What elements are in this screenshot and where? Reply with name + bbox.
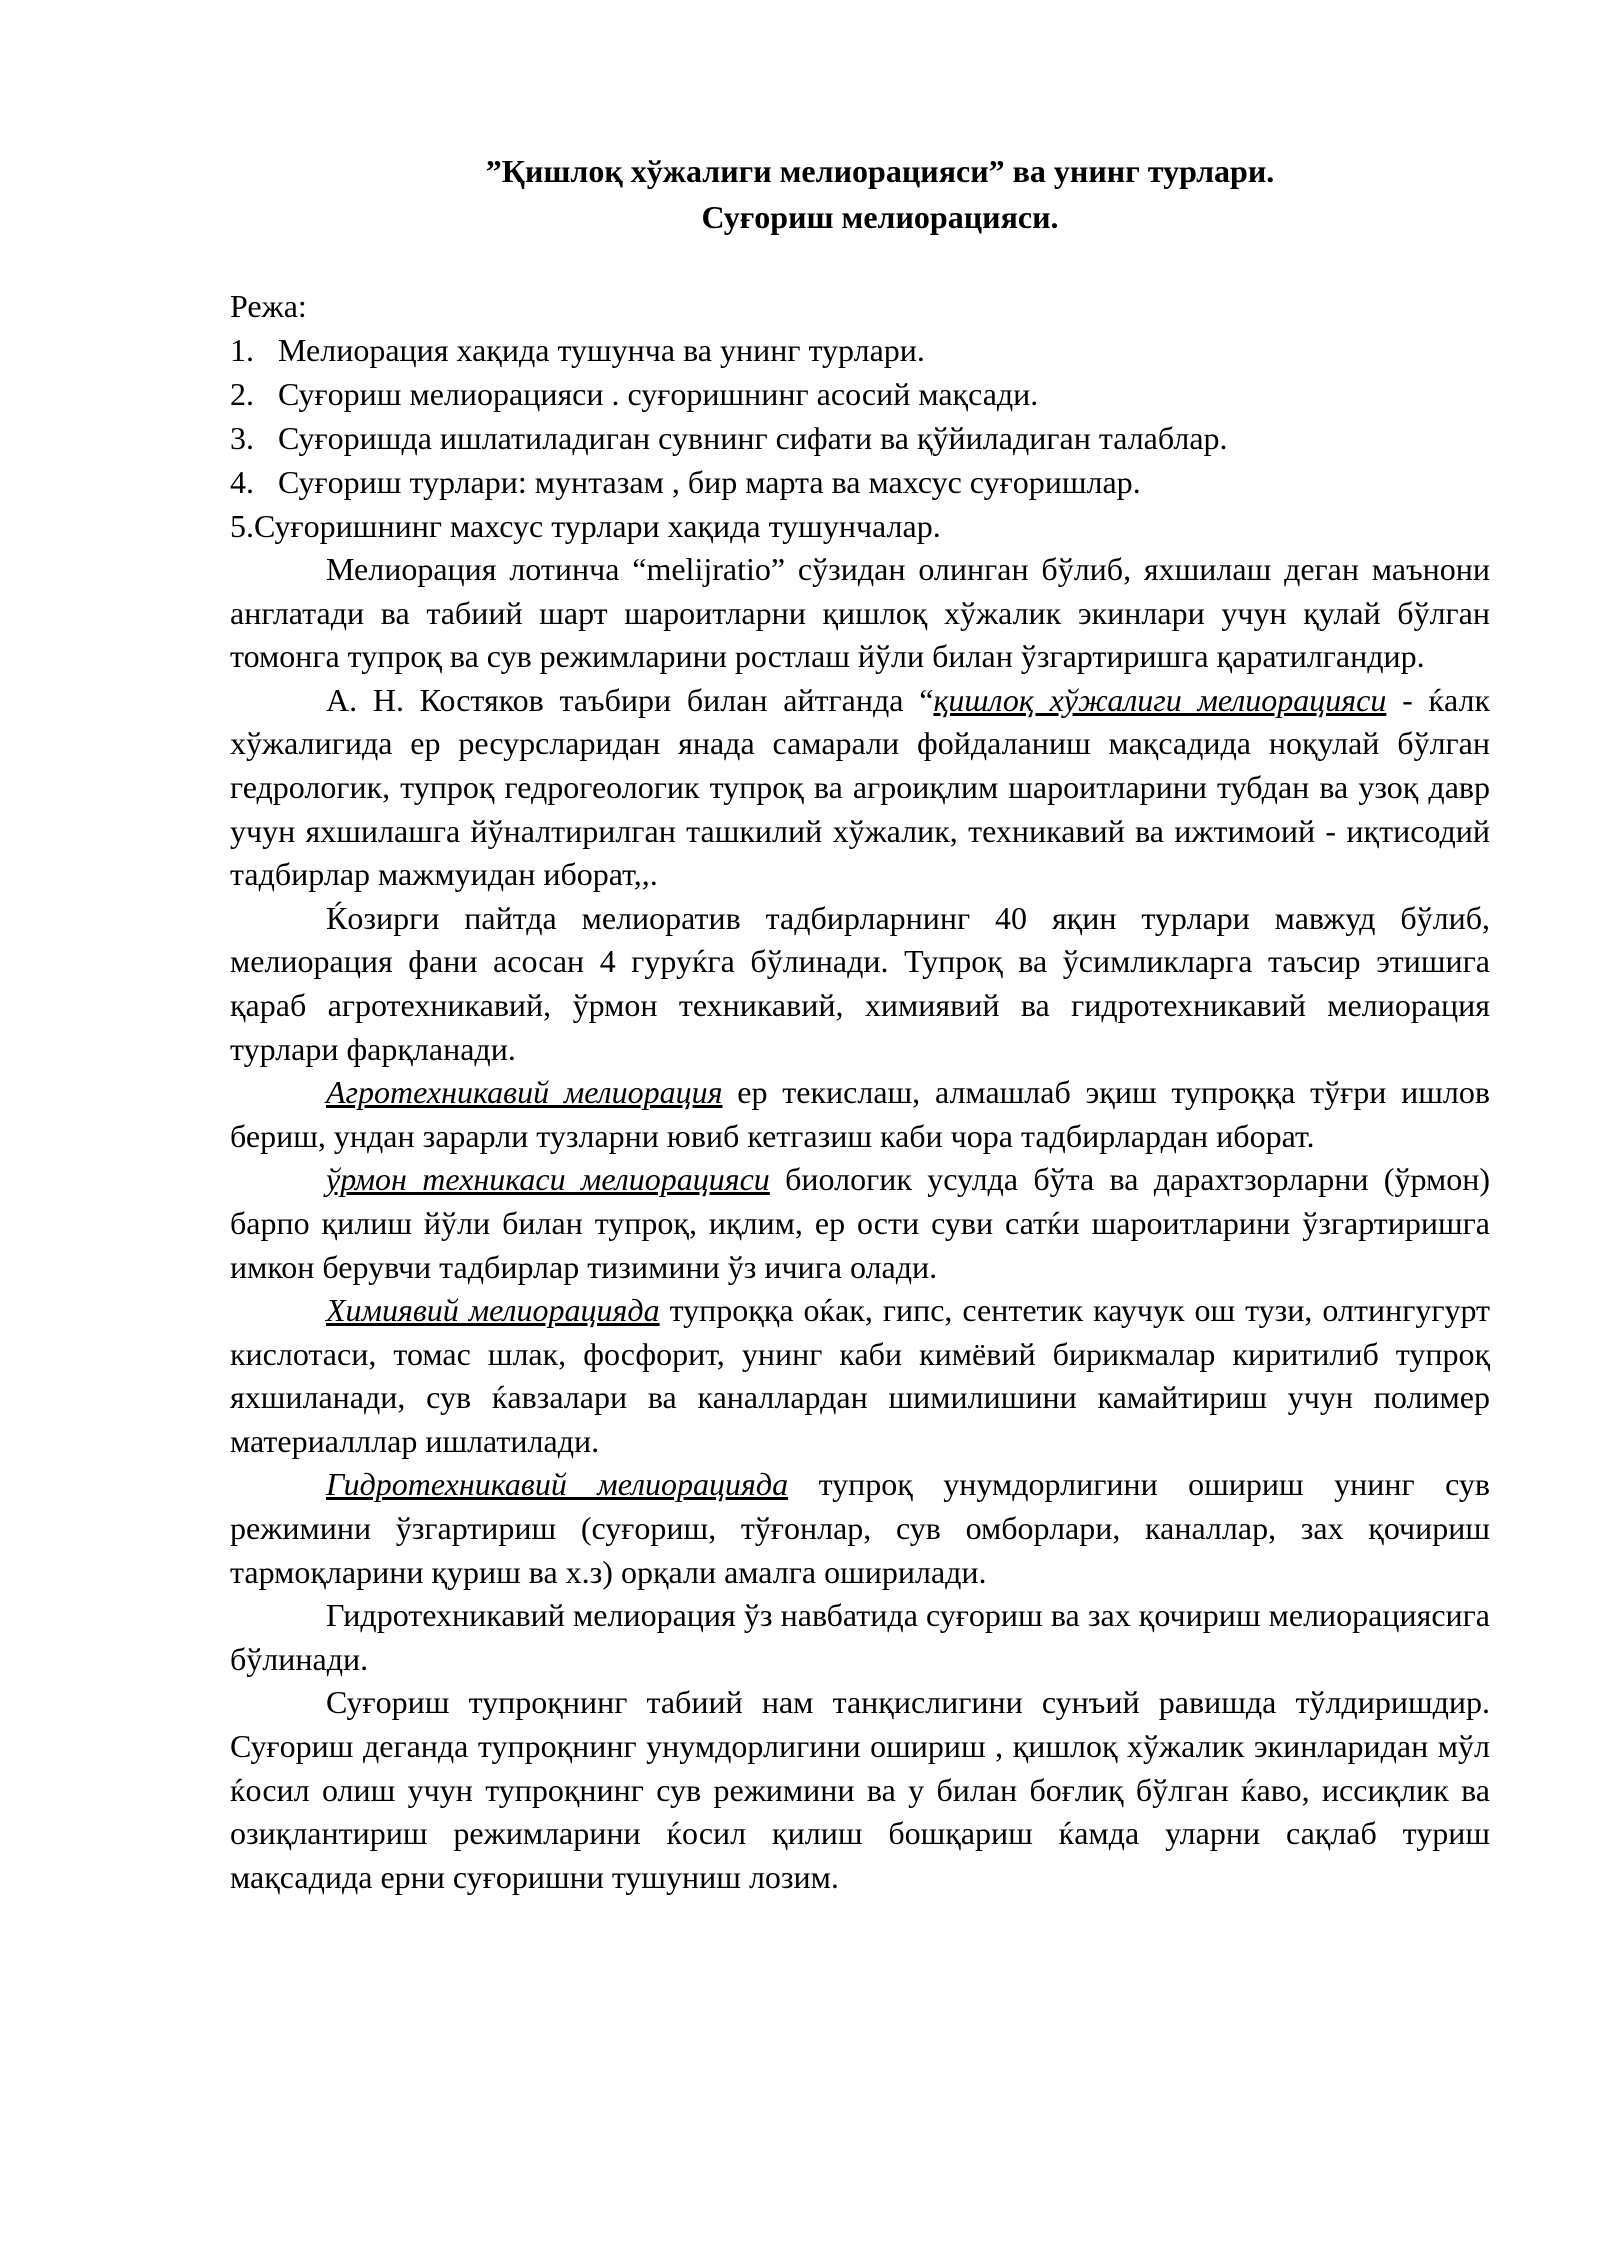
plan-item-text: Суғоришда ишлатиладиган сувнинг сифати ва қўйиладиган талаблар. <box>278 420 1228 456</box>
paragraph-agrotechnical <box>230 1071 1490 1158</box>
paragraph-text: ер текислаш, алмашлаб эқиш тупроққа тўғри ишлов бериш, ундан зарарли тузларни ювиб кетгазиш каби чора тадбирлардан иборат. <box>230 1074 1491 1154</box>
term-forest: ўрмон техникаси мелиорацияси <box>326 1161 770 1198</box>
paragraph-text: А. Н. Костяков таъбири билан айтганда “ <box>326 681 934 718</box>
plan-item <box>230 328 1490 372</box>
paragraph-hydrotechnical <box>230 1463 1490 1594</box>
plan-item-text: Суғориш мелиорацияси . суғоришнинг асосий мақсади. <box>278 376 1039 412</box>
paragraph-forest <box>230 1158 1490 1289</box>
paragraph-text: тупроқ унумдорлигини ошириш унинг сув режимини ўзгартириш (суғориш, тўғонлар, сув омборлари, каналлар, зах қочириш тармоқларини қуриш ва х.з) орқали амалга оширилади. <box>230 1466 1491 1590</box>
term-agricultural-melioration: қишлоқ хўжалиги мелиорацияси <box>933 681 1387 718</box>
paragraph-chemical <box>230 1289 1490 1463</box>
document-body <box>230 148 1490 1899</box>
paragraph-text: - ќалк хўжалигида ер ресурсларидан янада самарали фойдаланиш мақсадида ноқулай бўлган гедрологик, тупроқ гедрогеологик тупроқ ва агроиқлим шароитларини тубдан ва узоқ давр учун яхшилашга йўналтирилган ташкилий хўжалик, техникавий ва ижтимоий - иқтисодий тадбирлар мажмуидан иборат,,. <box>230 681 1491 893</box>
term-hydrotechnical: Гидротехникавий мелиорацияда <box>326 1466 789 1503</box>
plan-item-number: 3. <box>230 420 254 456</box>
plan-item-text: Суғориш турлари: мунтазам , бир марта ва махсус суғоришлар. <box>278 464 1141 500</box>
paragraph-irrigation: Суғориш тупроқнинг табиий нам танқислигини сунъий равишда тўлдиришдир. Суғориш деганда тупроқнинг унумдорлигини ошириш , қишлоқ хўжалик экинларидан мўл ќосил олиш учун тупроқнинг сув режимини ва у билан боғлиқ бўлган ќаво, иссиқлик ва озиқлантириш режимларини ќосил қилиш бошқариш ќамда уларни сақлаб туриш мақсадида ерни суғоришни тушуниш лозим. <box>230 1684 1490 1895</box>
term-chemical: Химиявий мелиорацияда <box>326 1292 660 1329</box>
plan-item <box>230 504 1490 548</box>
plan-item-number: 5. <box>230 508 254 544</box>
paragraph-text: биологик усулда бўта ва дарахтзорларни (ўрмон) барпо қилиш йўли билан тупроқ, иқлим, ер ости суви сатќи шароитларини ўзгартиришга имкон берувчи тадбирлар тизимини ўз ичига олади. <box>230 1161 1491 1285</box>
plan-item-text: Мелиорация хақида тушунча ва унинг турлари. <box>278 332 925 368</box>
paragraph-definition: Мелиорация лотинча “melijratio” сўзидан олинган бўлиб, яхшилаш деган маънони англатади ва табиий шарт шароитларни қишлоқ хўжалик экинлари учун қулай бўлган томонга тупроқ ва сув режимларини ростлаш йўли билан ўзгартиришга қаратилгандир. <box>230 551 1490 675</box>
plan-item <box>230 372 1490 416</box>
plan-item-number: 4. <box>230 464 254 500</box>
paragraph-hydro-division: Гидротехникавий мелиорация ўз навбатида суғориш ва зах қочириш мелиорациясига бўлинади. <box>230 1597 1490 1677</box>
plan-item-number: 1. <box>230 332 254 368</box>
plan-heading: Режа: <box>230 288 307 324</box>
plan-item <box>230 416 1490 460</box>
document-title <box>230 148 1490 240</box>
title-line-1: ”Қишлоқ хўжалиги мелиорацияси” ва унинг турлари. <box>485 153 1275 189</box>
plan-item-text: Суғоришнинг махсус турлари хақида тушунчалар. <box>254 508 941 544</box>
plan-item-number: 2. <box>230 376 254 412</box>
paragraph-kostyakov <box>230 679 1490 897</box>
title-line-2: Суғориш мелиорацияси. <box>701 199 1059 235</box>
plan-item <box>230 460 1490 504</box>
paragraph-types: Ќозирги пайтда мелиоратив тадбирларнинг 40 яқин турлари мавжуд бўлиб, мелиорация фани асосан 4 гуруќга бўлинади. Тупроқ ва ўсимликларга таъсир этишига қараб агротехникавий, ўрмон техникавий, химиявий ва гидротехникавий мелиорация турлари фарқланади. <box>230 899 1490 1067</box>
plan-list <box>230 328 1490 548</box>
term-agrotechnical: Агротехникавий мелиорация <box>326 1074 723 1111</box>
paragraph-text: тупроққа оќак, гипс, сентетик каучук ош тузи, олтингугурт кислотаси, томас шлак, фосфорит, унинг каби кимёвий бирикмалар киритилиб тупроқ яхшиланади, сув ќавзалари ва каналлардан шимилишини камайтириш учун полимер материалллар ишлатилади. <box>230 1292 1491 1459</box>
